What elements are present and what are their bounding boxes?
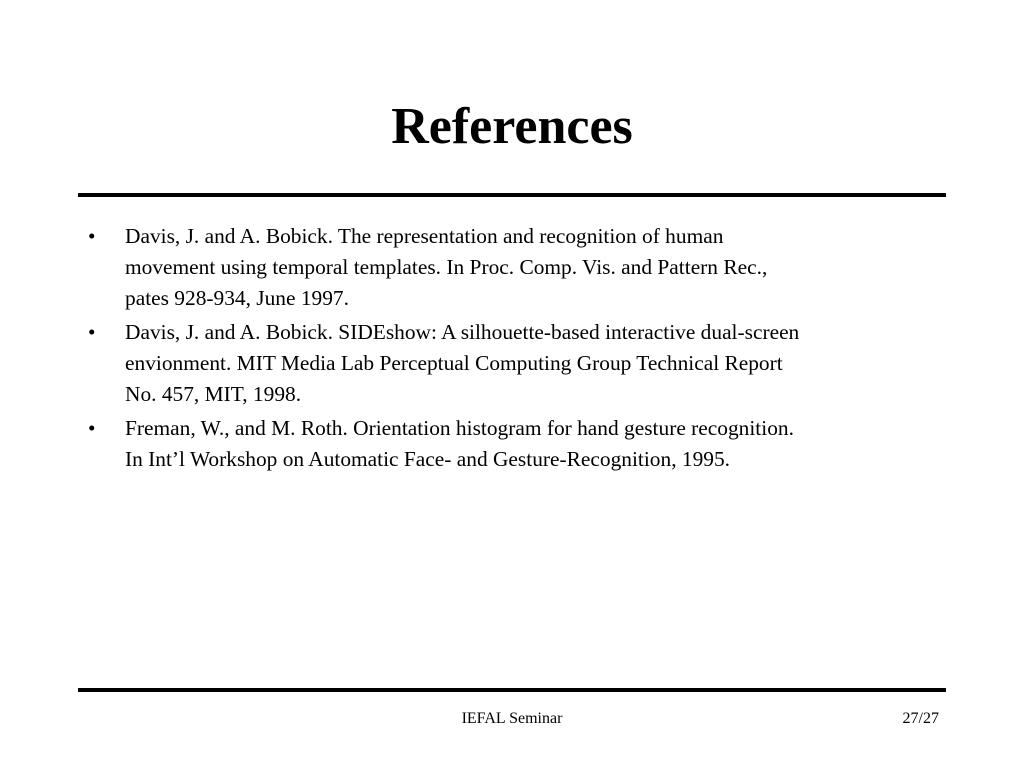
- title-divider: [78, 193, 946, 197]
- bullet-icon: •: [88, 224, 96, 248]
- footer-title: IEFAL Seminar: [461, 710, 563, 727]
- reference-list: [88, 221, 948, 478]
- reference-line: pates 928-934, June 1997.: [125, 286, 349, 310]
- reference-line: In Int’l Workshop on Automatic Face- and Gesture-Recognition, 1995.: [125, 447, 731, 471]
- reference-item: [88, 317, 948, 410]
- reference-item: [88, 221, 948, 314]
- bullet-icon: •: [88, 416, 96, 440]
- reference-line: Davis, J. and A. Bobick. SIDEshow: A silhouette-based interactive dual-screen: [125, 320, 800, 344]
- reference-line: Davis, J. and A. Bobick. The representation and recognition of human: [125, 224, 724, 248]
- slide-title: References: [391, 98, 633, 155]
- page-number: 27/27: [902, 710, 939, 727]
- bullet-icon: •: [88, 320, 96, 344]
- reference-line: Freman, W., and M. Roth. Orientation histogram for hand gesture recognition.: [125, 416, 794, 440]
- reference-line: movement using temporal templates. In Proc. Comp. Vis. and Pattern Rec.,: [125, 255, 768, 279]
- reference-item: [88, 413, 948, 475]
- reference-line: No. 457, MIT, 1998.: [125, 382, 302, 406]
- footer-divider: [78, 688, 946, 692]
- reference-line: envionment. MIT Media Lab Perceptual Computing Group Technical Report: [125, 351, 783, 375]
